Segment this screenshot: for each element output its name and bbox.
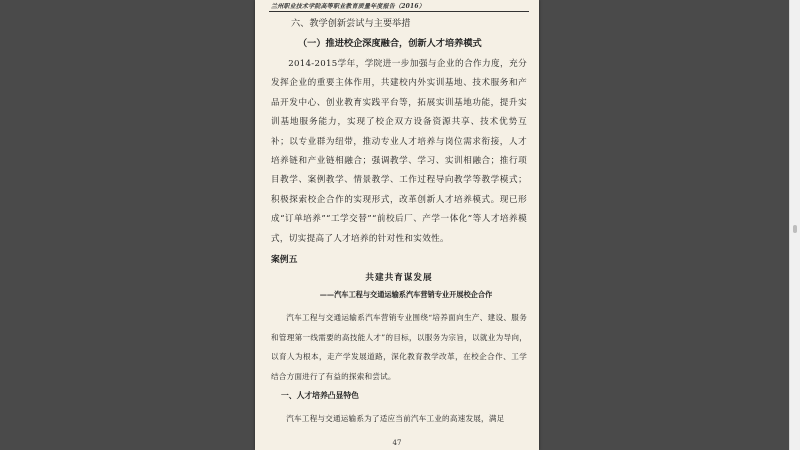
- case-paragraph: 汽车工程与交通运输系汽车营销专业围绕“培养面向生产、建设、服务和管理第一线需要的高技能人才”的目标，以服务为宗旨，以就业为导向，以育人为根本，走产学发展道路，深化教育教学改革，在校企合作、工学结合方面进行了有益的探索和尝试。: [271, 313, 527, 381]
- section-heading: 六、教学创新尝试与主要举措: [291, 18, 411, 29]
- subsection-heading: （一）推进校企深度融合，创新人才培养模式: [298, 38, 482, 49]
- vertical-scrollbar[interactable]: [789, 0, 800, 450]
- header-divider: [269, 11, 529, 12]
- case-label: 案例五: [271, 255, 298, 266]
- document-page: [255, 0, 539, 450]
- case-title: 共建共育谋发展: [365, 273, 433, 284]
- body-paragraph: 2014-2015学年，学院进一步加强与企业的合作力度，充分发挥企业的重要主体作用，共建校内外实训基地、技术服务和产品开发中心、创业教育实践平台等，拓展实训基地功能，提升实训基地服务能力，实现了校企双方设备资源共享、技术优势互补；以专业群为纽带，推动专业人才培养与岗位需求衔接，人才培养链和产业链相融合；强调教学、学习、实训相融合；推行项目教学、案例教学、情景教学、工作过程导向教学等教学模式；积极探索校企合作的实现形式，改革创新人才培养模式。现已形成“订单培养”“工学交替”“前校后厂、产学一体化”等人才培养模式，切实提高了人才培养的针对性和实效性。: [271, 59, 527, 244]
- page-number: 47: [392, 439, 402, 447]
- case-subtitle: ——汽车工程与交通运输系汽车营销专业开展校企合作: [319, 290, 493, 300]
- case-last-paragraph: 汽车工程与交通运输系为了适应当前汽车工业的高速发展，满足: [286, 414, 505, 424]
- case-minor-heading: 一、人才培养凸显特色: [281, 391, 359, 401]
- running-header: 兰州职业技术学院高等职业教育质量年度报告（2016）: [271, 3, 425, 10]
- scrollbar-thumb[interactable]: [793, 225, 797, 233]
- page-content: [271, 17, 527, 429]
